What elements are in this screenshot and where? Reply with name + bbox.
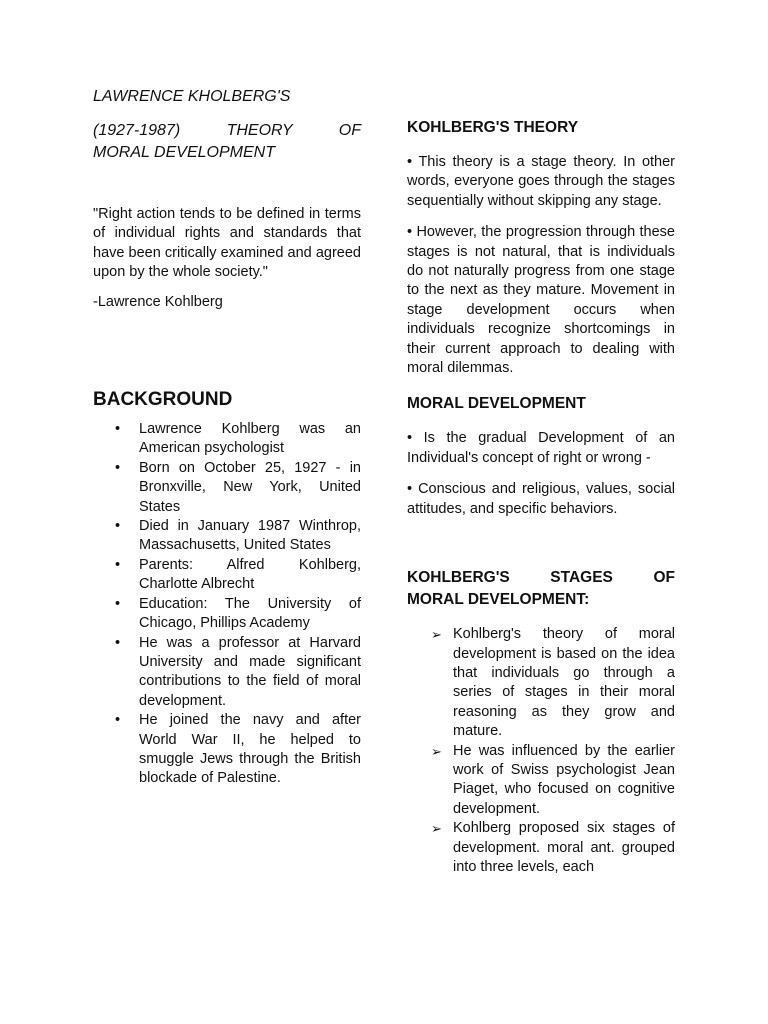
- stages-heading-line-1: KOHLBERG'S STAGES OF: [407, 569, 675, 587]
- quote-attribution: -Lawrence Kohlberg: [93, 293, 223, 310]
- kohlberg-quote: "Right action tends to be defined in terms of individual rights and standards that have been critically examined and agreed upon by the whole society.": [93, 206, 361, 281]
- list-item-text: Born on October 25, 1927 - in Bronxville, New York, United States: [139, 459, 361, 515]
- background-list: [93, 420, 361, 789]
- stages-list: [407, 625, 675, 877]
- right-column: [407, 117, 675, 877]
- list-item: [93, 517, 361, 556]
- document-title-line-3: MORAL DEVELOPMENT: [93, 144, 275, 161]
- list-item-text: Kohlberg proposed six stages of development. moral ant. grouped into three levels, each: [453, 820, 675, 875]
- list-item-text: Parents: Alfred Kohlberg, Charlotte Albrecht: [139, 556, 361, 593]
- list-item-text: Lawrence Kohlberg was an American psychologist: [139, 421, 361, 457]
- moral-paragraph-1: • Is the gradual Development of an Individual's concept of right or wrong -: [407, 430, 675, 466]
- background-heading: BACKGROUND: [93, 389, 233, 411]
- moral-development-heading: MORAL DEVELOPMENT: [407, 395, 586, 413]
- bullet-icon: •: [115, 518, 121, 535]
- list-item: [93, 711, 361, 789]
- bullet-icon: •: [115, 634, 121, 651]
- list-item: [93, 634, 361, 712]
- list-item: [93, 556, 361, 595]
- bullet-icon: •: [115, 712, 121, 729]
- bullet-icon: •: [115, 556, 121, 573]
- list-item-text: He was influenced by the earlier work of Swiss psychologist Jean Piaget, who focused on cognitive development.: [453, 742, 675, 817]
- arrow-bullet-icon: ➢: [431, 821, 442, 837]
- document-title-line-1: LAWRENCE KHOLBERG'S: [93, 88, 291, 105]
- list-item: [93, 459, 361, 517]
- arrow-bullet-icon: ➢: [431, 743, 442, 759]
- moral-paragraph-2: • Conscious and religious, values, social attitudes, and specific behaviors.: [407, 481, 675, 517]
- list-item-text: Kohlberg's theory of moral development is based on the idea that individuals go through a series of stages in their moral reasoning as they grow and mature.: [453, 626, 675, 740]
- list-item: [407, 819, 675, 877]
- list-item: [93, 420, 361, 459]
- list-item-text: Died in January 1987 Winthrop, Massachusetts, United States: [139, 518, 361, 554]
- bullet-icon: •: [115, 421, 121, 438]
- list-item: [93, 595, 361, 634]
- document-title-line-2: (1927-1987) THEORY OF: [93, 122, 361, 139]
- bullet-icon: •: [115, 459, 121, 476]
- list-item: [407, 742, 675, 820]
- stages-heading-line-2: MORAL DEVELOPMENT:: [407, 591, 590, 609]
- left-column: [93, 86, 361, 789]
- kohlbergs-theory-heading: KOHLBERG'S THEORY: [407, 119, 579, 136]
- list-item-text: He joined the navy and after World War II, he helped to smuggle Jews through the British blockade of Palestine.: [139, 712, 361, 787]
- theory-paragraph-1: • This theory is a stage theory. In other words, everyone goes through the stages sequentially without skipping any stage.: [407, 154, 675, 209]
- list-item: [407, 625, 675, 741]
- arrow-bullet-icon: ➢: [431, 627, 442, 643]
- list-item-text: Education: The University of Chicago, Phillips Academy: [139, 595, 361, 632]
- bullet-icon: •: [115, 595, 121, 612]
- list-item-text: He was a professor at Harvard University and made significant contributions to the field of moral development.: [139, 634, 361, 709]
- theory-paragraph-2: • However, the progression through these stages is not natural, that is individuals do not naturally progress from one stage to the next as they mature. Movement in stage development occurs when individuals recognize shortcomings in their current approach to dealing with moral dilemmas.: [407, 224, 675, 377]
